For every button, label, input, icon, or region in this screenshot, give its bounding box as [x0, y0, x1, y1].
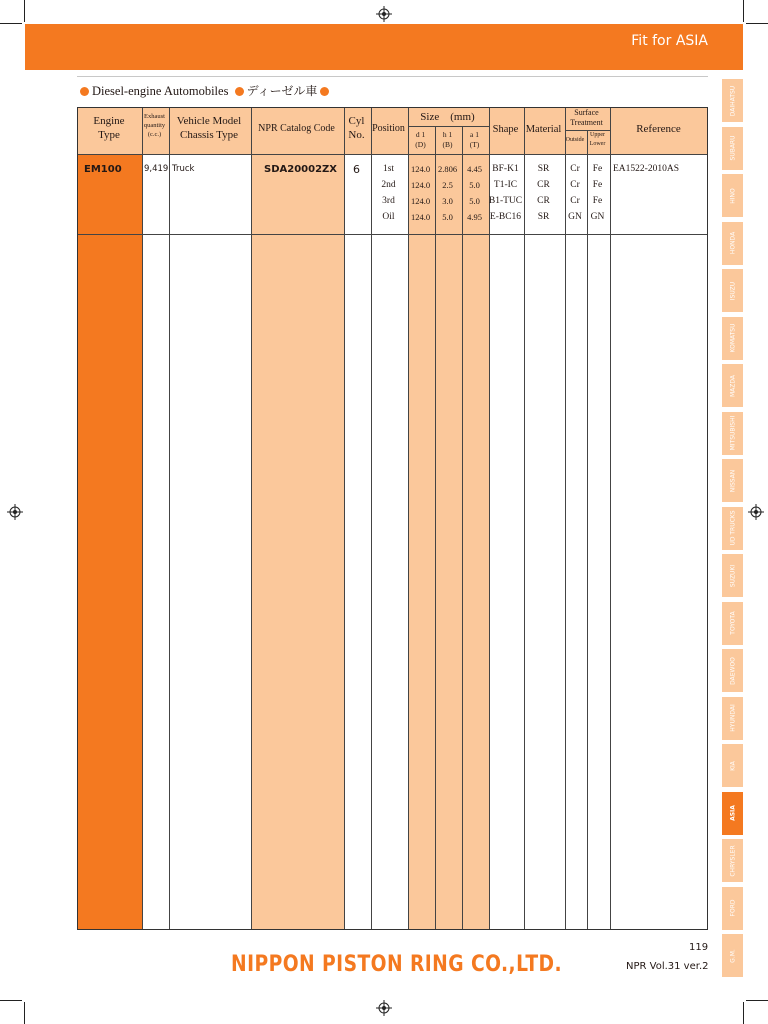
- divider: [77, 76, 708, 77]
- registration-mark-icon: [376, 6, 392, 22]
- header-engine-type: Engine Type: [93, 115, 125, 141]
- side-tab-label: DAEWOO: [729, 656, 736, 685]
- side-tab-label: HINO: [729, 187, 736, 204]
- side-tab-label: NISSAN: [729, 469, 736, 492]
- side-tab-mazda[interactable]: [722, 364, 743, 407]
- reference-value: EA1522-2010AS: [613, 164, 679, 174]
- side-tab-nissan[interactable]: [722, 459, 743, 502]
- side-tab-label: ISUZU: [729, 281, 736, 300]
- crop-mark: [743, 1002, 744, 1024]
- exhaust-value: 9,419: [144, 164, 169, 174]
- side-tab-label: FORD: [729, 899, 736, 917]
- header-upper-lower: Upper Lower: [589, 132, 606, 147]
- header-catalog: NPR Catalog Code: [258, 123, 335, 134]
- side-tab-label: SUZUKI: [729, 564, 736, 587]
- side-tab-mitsubishi[interactable]: [722, 412, 743, 455]
- side-tab-komatsu[interactable]: [722, 317, 743, 360]
- header-shape: Shape: [492, 124, 519, 135]
- side-tab-label: ASIA: [729, 805, 736, 821]
- crop-mark: [746, 23, 768, 24]
- side-tab-honda[interactable]: [722, 222, 743, 265]
- header-reference: Reference: [636, 123, 681, 135]
- side-tab-ud-trucks[interactable]: [722, 507, 743, 550]
- engine-column-fill: [78, 108, 142, 929]
- side-tab-asia[interactable]: [722, 792, 743, 835]
- crop-mark: [0, 23, 22, 24]
- side-tab-label: MITSUBISHI: [729, 415, 736, 451]
- side-tab-isuzu[interactable]: [722, 269, 743, 312]
- side-tab-label: TOYOTA: [729, 611, 736, 635]
- bullet-dot-icon: [320, 87, 329, 96]
- side-tab-subaru[interactable]: [722, 127, 743, 170]
- spec-table: [77, 107, 708, 930]
- ring-rows: [370, 161, 610, 225]
- cyl-value: 6: [353, 163, 360, 176]
- side-tab-label: HONDA: [729, 231, 736, 255]
- header-exhaust: Exhaust quantity (c.c.): [143, 113, 166, 138]
- section-title: Diesel-engine Automobiles ディーゼル車: [80, 82, 332, 99]
- side-tab-ford[interactable]: [722, 887, 743, 930]
- header-vehicle: Vehicle Model Chassis Type: [176, 115, 242, 141]
- side-tab-label: KOMATSU: [729, 323, 736, 353]
- crop-mark: [746, 1000, 768, 1001]
- header-a1: a 1 (T): [469, 130, 480, 149]
- table-row: 2nd 124.0 2.5 5.0 T1-IC CR Cr Fe: [381, 180, 603, 190]
- side-tab-toyota[interactable]: [722, 602, 743, 645]
- header-material: Material: [525, 124, 562, 135]
- side-tab-label: UD TRUCKS: [729, 510, 736, 546]
- header-position: Position: [372, 123, 405, 134]
- header-title: Fit for ASIA: [631, 33, 708, 49]
- side-tab-suzuki[interactable]: [722, 554, 743, 597]
- registration-mark-icon: [748, 504, 764, 520]
- side-tab-daihatsu[interactable]: [722, 79, 743, 122]
- side-tab-label: CHRYSLER: [729, 844, 736, 877]
- header-size: Size (mm): [420, 111, 475, 123]
- side-tab-label: HYUNDAI: [729, 704, 736, 732]
- side-tab-daewoo[interactable]: [722, 649, 743, 692]
- size-column-fill: [408, 108, 489, 929]
- header-surface: Surface Treatment: [570, 108, 603, 128]
- side-tab-g-m[interactable]: [722, 934, 743, 977]
- engine-type-value: EM100: [84, 164, 122, 175]
- header-d1: d 1 (D): [415, 130, 426, 149]
- document-version: NPR Vol.31 ver.2: [626, 961, 709, 972]
- catalog-column-fill: [251, 108, 344, 929]
- side-tab-label: DAIHATSU: [729, 85, 736, 116]
- registration-mark-icon: [7, 504, 23, 520]
- catalog-code-value: SDA20002ZX: [264, 164, 337, 175]
- side-tab-label: KIA: [729, 760, 736, 771]
- header-cyl: Cyl No.: [348, 115, 365, 141]
- vehicle-value: Truck: [172, 164, 195, 174]
- crop-mark: [24, 0, 25, 22]
- company-name: NIPPON PISTON RING CO.,LTD.: [231, 952, 562, 977]
- table-row: 3rd 124.0 3.0 5.0 B1-TUC CR Cr Fe: [382, 196, 603, 206]
- crop-mark: [24, 1002, 25, 1024]
- table-row: 1st 124.0 2.806 4.45 BF-K1 SR Cr Fe: [382, 164, 603, 174]
- side-tab-label: SUBARU: [729, 135, 736, 161]
- side-tab-hyundai[interactable]: [722, 697, 743, 740]
- side-tab-label: G.M.: [729, 948, 736, 963]
- side-tab-kia[interactable]: [722, 744, 743, 787]
- side-tab-chrysler[interactable]: [722, 839, 743, 882]
- bullet-dot-icon: [235, 87, 244, 96]
- header-h1: h 1 (B): [442, 130, 453, 149]
- side-tab-label: MAZDA: [729, 374, 736, 397]
- section-title-jp: ディーゼル車: [246, 84, 318, 98]
- registration-mark-icon: [376, 1000, 392, 1016]
- crop-mark: [0, 1000, 22, 1001]
- header-outside: Outside: [565, 137, 585, 143]
- side-tab-hino[interactable]: [722, 174, 743, 217]
- crop-mark: [743, 0, 744, 22]
- page-number: 119: [689, 942, 709, 953]
- table-row: Oil 124.0 5.0 4.95 E-BC16 SR GN GN: [382, 212, 605, 222]
- bullet-dot-icon: [80, 87, 89, 96]
